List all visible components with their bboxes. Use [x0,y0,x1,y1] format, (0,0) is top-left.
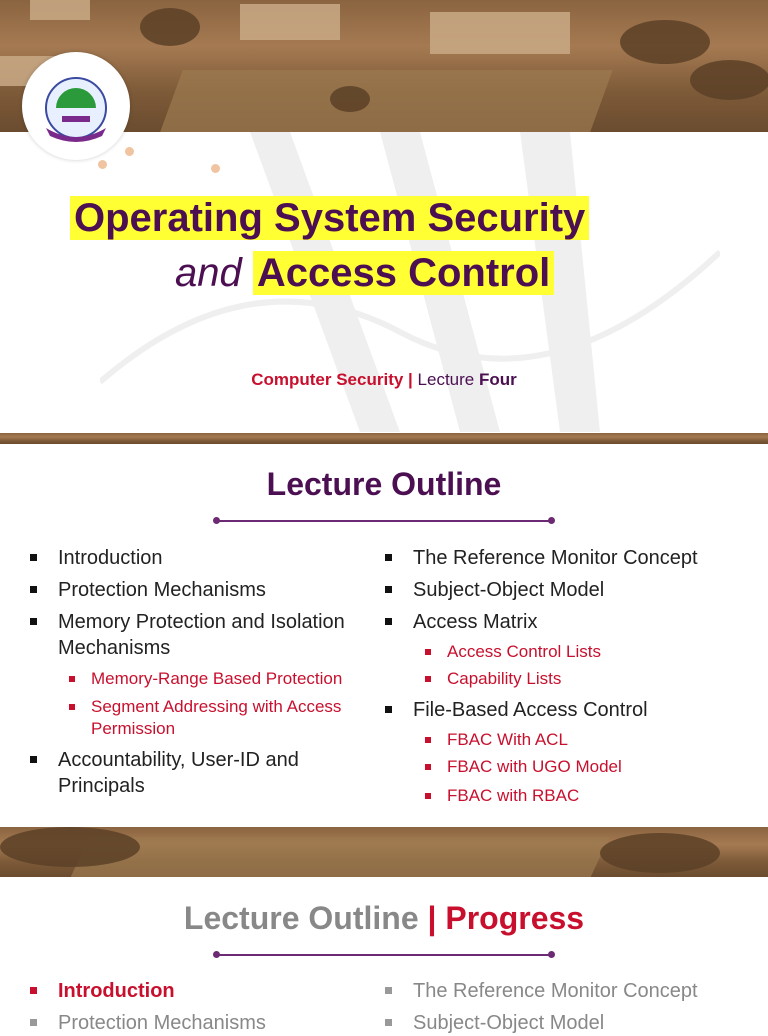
university-logo [22,52,130,160]
progress-item-current: Introduction [58,978,368,1004]
outline-item: Introduction [58,545,368,571]
progress-heading-a: Lecture Outline [183,900,419,936]
outline-subitem: Capability Lists [447,668,747,690]
decor-dot [211,164,220,173]
covenant-logo-icon [22,52,130,160]
subtitle-separator: | [408,370,413,389]
outline-subitem: Memory-Range Based Protection [91,668,371,690]
outline-heading: Lecture Outline [266,466,502,502]
divider-banner-photo-2 [0,827,768,877]
outline-item: Subject-Object Model [413,577,753,603]
outline-subitem: Access Control Lists [447,641,747,663]
progress-heading-b: Progress [445,900,585,936]
decor-dot [98,160,107,169]
outline-item: Protection Mechanisms [58,577,368,603]
title-highlight: Operating System Security [70,196,589,240]
title-highlight-2: Access Control [253,251,554,295]
lecture-word: Lecture [417,370,475,389]
title-and: and [175,251,242,295]
title-line-1 [70,190,589,246]
lecture-subtitle [0,370,768,390]
lecture-number: Four [478,370,517,389]
outline-item: Access Matrix [413,609,753,635]
outline-item: Accountability, User-ID and Principals [58,747,348,799]
progress-heading [0,900,768,937]
decor-dot [125,147,134,156]
outline-item: The Reference Monitor Concept [413,545,753,571]
heading-divider [216,520,552,522]
progress-item: Subject-Object Model [413,1010,753,1036]
course-name: Computer Security [251,370,404,389]
divider-banner-photo [0,433,768,444]
progress-divider [216,954,552,956]
title-line-2 [175,246,554,300]
progress-heading-sep: | [427,900,437,936]
outline-subitem: FBAC with RBAC [447,785,747,807]
outline-item: Memory Protection and Isolation Mechanisms [58,609,368,661]
outline-subitem: Segment Addressing with Access Permission [91,696,371,740]
progress-item: The Reference Monitor Concept [413,978,753,1004]
outline-subitem: FBAC with UGO Model [447,756,747,778]
outline-item: File-Based Access Control [413,697,753,723]
outline-subitem: FBAC With ACL [447,729,747,751]
progress-item: Protection Mechanisms [58,1010,368,1036]
